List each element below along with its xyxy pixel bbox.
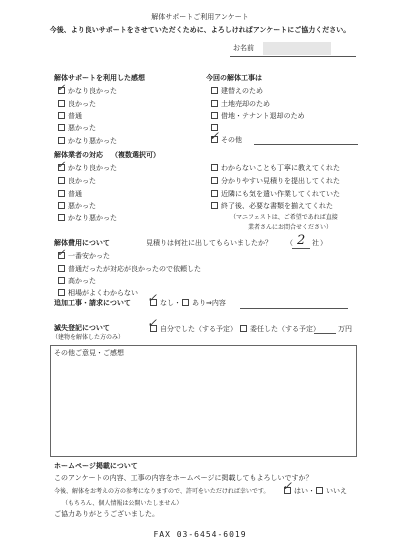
q3-left-option-1[interactable]: 良かった	[58, 177, 96, 186]
quote-unit: 社	[312, 239, 319, 247]
q3-right-option-3[interactable]: 終了後、必要な書類を揃えてくれた	[211, 202, 333, 211]
q5-options: なし・ あり⇒内容	[150, 299, 226, 308]
homepage-title: ホームページ掲載について	[54, 462, 138, 470]
q3-title: 解体業者の対応 （複数選択可）	[54, 151, 160, 159]
q4-option-3[interactable]: 相場がよくわからない	[58, 289, 138, 298]
q1-option-4[interactable]: かなり悪かった	[58, 137, 117, 146]
checkbox[interactable]	[58, 124, 65, 131]
checkbox[interactable]	[211, 190, 218, 197]
checkbox[interactable]	[211, 87, 218, 94]
q6-cost-underline	[314, 333, 336, 334]
q6-title: 滅失登記について	[54, 324, 110, 332]
fax-number: FAX 03-6454-6019	[153, 530, 247, 539]
q2-option-4[interactable]: その他	[211, 136, 242, 145]
q3-left-option-4[interactable]: かなり悪かった	[58, 214, 117, 223]
q2-title: 今回の解体工事は	[206, 74, 262, 82]
name-label: お名前	[233, 44, 254, 52]
homepage-note-1: 今後、解体をお考えの方の参考になりますので、許可をいただければ幸いです。	[54, 488, 270, 495]
q6-sub: （建物を解体した方のみ）	[52, 334, 125, 341]
q4-option-1[interactable]: 普通だったが対応が良かったので依頼した	[58, 265, 201, 274]
quote-paren-close: ）	[320, 239, 327, 247]
q4-option-0[interactable]: 一番安かった	[58, 252, 110, 261]
check-mark: ✓	[282, 479, 293, 493]
name-underline	[230, 56, 356, 57]
checkbox[interactable]	[211, 112, 218, 119]
q5-title: 追加工事・請求について	[54, 299, 131, 307]
homepage-options: はい・ いいえ	[284, 487, 347, 496]
checkbox[interactable]	[58, 112, 65, 119]
checkbox[interactable]	[211, 202, 218, 209]
check-mark: ✓	[209, 129, 220, 143]
q1-option-1[interactable]: 良かった	[58, 100, 96, 109]
checkbox[interactable]	[58, 277, 65, 284]
thanks-message: ご協力ありがとうございました。	[54, 510, 159, 518]
checkbox[interactable]	[58, 265, 65, 272]
checkbox[interactable]	[58, 177, 65, 184]
q3-left-option-0[interactable]: かなり良かった	[58, 164, 117, 173]
name-redacted	[263, 42, 331, 55]
q2-other-underline	[254, 144, 358, 145]
checkbox[interactable]	[58, 214, 65, 221]
q3-footnote-2: 業者さんにお問合せください）	[248, 224, 333, 231]
homepage-note-2: （もちろん、個人情報は公開いたしません）	[62, 500, 183, 507]
homepage-question: このアンケートの内容、工事の内容をホームページに掲載してもよろしいですか？	[54, 474, 313, 482]
checkbox[interactable]	[58, 202, 65, 209]
check-mark: ✓	[147, 316, 158, 330]
q3-footnote-1: （マニフェストは、ご希望であれば直接	[230, 214, 338, 221]
q2-option-0[interactable]: 建替えのため	[211, 87, 263, 96]
quote-answer[interactable]: 2	[297, 233, 306, 248]
quote-question: 見積りは何社に出してもらいましたか？	[146, 239, 272, 247]
q6-delegate-option[interactable]: 委任した（する予定）	[240, 325, 320, 334]
checkbox[interactable]	[58, 100, 65, 107]
q1-option-2[interactable]: 普通	[58, 112, 82, 121]
comments-box[interactable]	[50, 345, 357, 457]
q5-content-underline	[240, 308, 348, 309]
q1-option-3[interactable]: 悪かった	[58, 124, 96, 133]
q3-right-option-2[interactable]: 近隣にも気を遣い作業してくれていた	[211, 190, 340, 199]
q6-self-option[interactable]: 自分でした（する予定）	[150, 325, 237, 334]
q6-unit: 万円	[338, 325, 352, 333]
survey-intro: 今後、より良いサポートをさせていただくために、よろしければアンケートにご協力ください。	[49, 26, 351, 34]
checkbox[interactable]	[211, 177, 218, 184]
comments-label: その他ご意見・ご感想	[54, 349, 124, 357]
checkbox[interactable]	[58, 289, 65, 296]
q2-option-1[interactable]: 土地売却のため	[211, 100, 270, 109]
survey-title: 解体サポートご利用アンケート	[151, 13, 249, 21]
q3-right-option-0[interactable]: わからないことも丁寧に教えてくれた	[211, 164, 340, 173]
check-mark: ✓	[57, 248, 66, 259]
checkbox[interactable]	[211, 164, 218, 171]
checkbox[interactable]	[58, 137, 65, 144]
check-mark: ✓	[147, 291, 158, 305]
quote-answer-underline	[292, 248, 310, 249]
check-mark: ✓	[57, 83, 66, 94]
checkbox-no[interactable]	[316, 487, 323, 494]
check-mark: ✓	[57, 160, 66, 171]
checkbox[interactable]	[211, 100, 218, 107]
q3-left-option-3[interactable]: 悪かった	[58, 202, 96, 211]
q3-left-option-2[interactable]: 普通	[58, 190, 82, 199]
q1-option-0[interactable]: かなり良かった	[58, 87, 117, 96]
q4-title: 解体費用について	[54, 239, 110, 247]
checkbox-exists[interactable]	[182, 299, 189, 306]
q2-option-2[interactable]: 借地・テナント退却のため	[211, 112, 305, 121]
q4-option-2[interactable]: 高かった	[58, 277, 96, 286]
checkbox[interactable]	[58, 190, 65, 197]
checkbox[interactable]	[240, 325, 247, 332]
quote-paren-open: （	[286, 239, 293, 247]
q1-title: 解体サポートを利用した感想	[54, 74, 145, 82]
q3-right-option-1[interactable]: 分かりやすい見積りを提出してくれた	[211, 177, 340, 186]
